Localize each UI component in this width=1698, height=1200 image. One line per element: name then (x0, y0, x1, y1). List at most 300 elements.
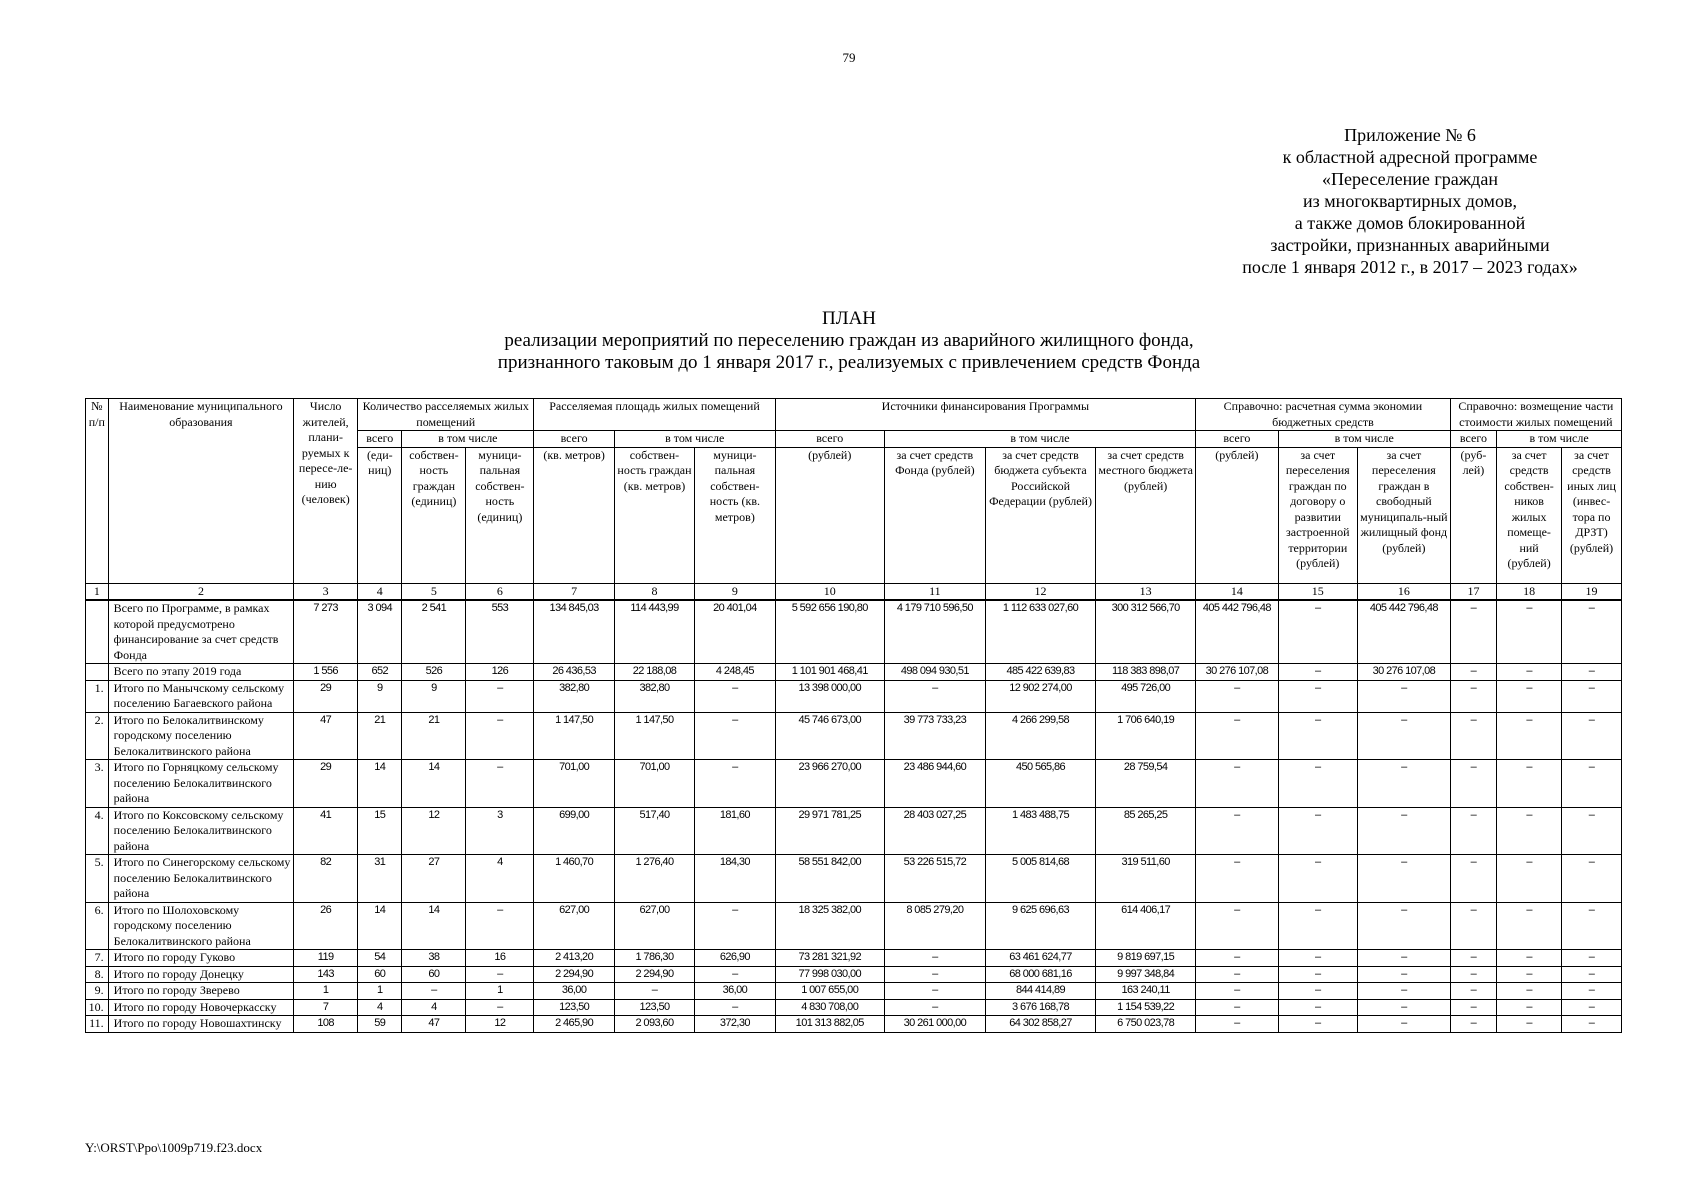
table-cell: – (1357, 807, 1450, 855)
table-cell: 9 (402, 680, 466, 712)
table-cell: 29 971 781,25 (775, 807, 884, 855)
appendix-line: а также домов блокированной (1294, 213, 1526, 233)
table-cell: 28 759,54 (1096, 760, 1196, 808)
table-cell: – (884, 680, 985, 712)
table-cell: 300 312 566,70 (1096, 600, 1196, 664)
header-fin-total: всего (775, 431, 884, 448)
table-cell: 36,00 (695, 983, 775, 1000)
table-cell: – (1196, 1016, 1278, 1033)
column-number: 12 (985, 583, 1095, 600)
table-cell: 5 592 656 190,80 (775, 600, 884, 664)
table-cell: – (1497, 983, 1562, 1000)
municipality-name: Итого по городу Новочеркасску (108, 999, 294, 1016)
table-cell: 41 (294, 807, 358, 855)
table-cell: 22 188,08 (614, 664, 694, 681)
table-row (86, 902, 1622, 950)
table-cell: 1 556 (294, 664, 358, 681)
column-number: 15 (1278, 583, 1357, 600)
table-cell: 4 (402, 999, 466, 1016)
table-cell: 1 007 655,00 (775, 983, 884, 1000)
table-cell: – (1196, 680, 1278, 712)
table-cell: 4 266 299,58 (985, 712, 1095, 760)
table-cell: – (884, 966, 985, 983)
municipality-name: Итого по Шолоховскому городскому поселению Белокалитвинского района (108, 902, 294, 950)
column-number: 8 (614, 583, 694, 600)
table-cell: – (695, 999, 775, 1016)
plan-title-line: реализации мероприятий по переселению граждан из аварийного жилищного фонда, (504, 330, 1194, 351)
table-cell: 627,00 (614, 902, 694, 950)
table-cell: 45 746 673,00 (775, 712, 884, 760)
table-cell: 14 (358, 760, 402, 808)
table-row (86, 712, 1622, 760)
table-cell: 21 (358, 712, 402, 760)
table-cell: 47 (294, 712, 358, 760)
table-cell: – (466, 966, 534, 983)
table-cell: 73 281 321,92 (775, 950, 884, 967)
table-cell: 29 (294, 760, 358, 808)
table-cell: – (1450, 712, 1496, 760)
header-fin-subject: за счет средств бюджета субъекта Российской Федерации (рублей) (985, 447, 1095, 583)
table-cell: – (1196, 902, 1278, 950)
municipality-name: Итого по Манычскому сельскому поселению Багаевского района (108, 680, 294, 712)
table-cell: – (1357, 760, 1450, 808)
table-cell: – (1357, 999, 1450, 1016)
table-cell: 9 625 696,63 (985, 902, 1095, 950)
table-cell: 119 (294, 950, 358, 967)
table-cell: 23 966 270,00 (775, 760, 884, 808)
table-cell: – (1278, 983, 1357, 1000)
table-cell: 54 (358, 950, 402, 967)
table-cell: – (1278, 902, 1357, 950)
table-cell: 4 248,45 (695, 664, 775, 681)
table-cell: 844 414,89 (985, 983, 1095, 1000)
header-rooms-total: всего (358, 431, 402, 448)
row-index: 2. (86, 712, 109, 760)
table-row (86, 807, 1622, 855)
table-cell: – (466, 902, 534, 950)
table-cell: – (1278, 855, 1357, 903)
header-fin-fund: за счет средств Фонда (рублей) (884, 447, 985, 583)
header-rooms-own: собствен-ность граждан (единиц) (402, 447, 466, 583)
municipality-name: Итого по Коксовскому сельскому поселению Белокалитвинского района (108, 807, 294, 855)
header-compensation: Справочно: возмещение части стоимости жилых помещений (1450, 399, 1621, 431)
row-index (86, 600, 109, 664)
municipality-name: Итого по городу Новошахтинску (108, 1016, 294, 1033)
table-cell: 12 (402, 807, 466, 855)
appendix-line: из многоквартирных домов, (1303, 191, 1517, 211)
table-cell: 495 726,00 (1096, 680, 1196, 712)
row-index: 10. (86, 999, 109, 1016)
table-cell: 9 819 697,15 (1096, 950, 1196, 967)
table-cell: – (1562, 680, 1622, 712)
table-cell: 1 786,30 (614, 950, 694, 967)
table-cell: – (1497, 950, 1562, 967)
table-cell: 1 483 488,75 (985, 807, 1095, 855)
table-cell: – (1278, 1016, 1357, 1033)
table-cell: 64 302 858,27 (985, 1016, 1095, 1033)
table-cell: – (402, 983, 466, 1000)
table-cell: – (1357, 902, 1450, 950)
table-cell: 2 294,90 (534, 966, 614, 983)
row-index: 8. (86, 966, 109, 983)
table-cell: – (1562, 966, 1622, 983)
table-cell: 526 (402, 664, 466, 681)
header-comp-units: (руб-лей) (1450, 447, 1496, 583)
table-cell: 15 (358, 807, 402, 855)
table-cell: 498 094 930,51 (884, 664, 985, 681)
table-cell: 6 750 023,78 (1096, 1016, 1196, 1033)
table-cell: – (1450, 950, 1496, 967)
row-index: 9. (86, 983, 109, 1000)
table-row (86, 680, 1622, 712)
table-cell: 614 406,17 (1096, 902, 1196, 950)
table-cell: – (1450, 600, 1496, 664)
table-cell: – (1562, 983, 1622, 1000)
table-cell: – (1278, 950, 1357, 967)
column-number: 18 (1497, 583, 1562, 600)
table-cell: – (695, 760, 775, 808)
column-number: 10 (775, 583, 884, 600)
table-cell: 163 240,11 (1096, 983, 1196, 1000)
table-row (86, 664, 1622, 681)
header-fin-units: (рублей) (775, 447, 884, 583)
table-cell: – (1196, 855, 1278, 903)
table-row (86, 1016, 1622, 1033)
table-cell: 134 845,03 (534, 600, 614, 664)
table-cell: 372,30 (695, 1016, 775, 1033)
table-cell: 7 273 (294, 600, 358, 664)
table-cell: 1 154 539,22 (1096, 999, 1196, 1016)
header-economy: Справочно: расчетная сумма экономии бюджетных средств (1196, 399, 1451, 431)
plan-table (85, 398, 1622, 1033)
row-index: 11. (86, 1016, 109, 1033)
municipality-name: Итого по городу Гуково (108, 950, 294, 967)
table-cell: 1 147,50 (614, 712, 694, 760)
table-cell: – (1450, 664, 1496, 681)
table-cell: 47 (402, 1016, 466, 1033)
table-cell: 4 (466, 855, 534, 903)
table-row (86, 999, 1622, 1016)
table-cell: – (1562, 855, 1622, 903)
table-cell: – (1450, 680, 1496, 712)
table-cell: – (1450, 855, 1496, 903)
municipality-name: Итого по Синегорскому сельскому поселению Белокалитвинского района (108, 855, 294, 903)
column-number: 16 (1357, 583, 1450, 600)
table-cell: 701,00 (534, 760, 614, 808)
table-cell: 4 179 710 596,50 (884, 600, 985, 664)
appendix-line: к областной адресной программе (1282, 147, 1538, 167)
table-cell: 382,80 (614, 680, 694, 712)
table-cell: 118 383 898,07 (1096, 664, 1196, 681)
table-cell: 3 676 168,78 (985, 999, 1095, 1016)
table-cell: 553 (466, 600, 534, 664)
table-cell: – (884, 983, 985, 1000)
table-cell: – (1278, 664, 1357, 681)
table-cell: – (1278, 807, 1357, 855)
header-area-total: всего (534, 431, 614, 448)
table-cell: – (1497, 664, 1562, 681)
table-cell: 58 551 842,00 (775, 855, 884, 903)
header-area-own: собствен-ность граждан (кв. метров) (614, 447, 694, 583)
header-rooms-units: (еди-ниц) (358, 447, 402, 583)
header-comp-incl: в том числе (1497, 431, 1622, 448)
table-cell: 82 (294, 855, 358, 903)
table-cell: – (1196, 983, 1278, 1000)
table-cell: 626,90 (695, 950, 775, 967)
appendix-header (1180, 124, 1640, 278)
row-index (86, 664, 109, 681)
table-cell: – (1562, 807, 1622, 855)
table-cell: – (1278, 680, 1357, 712)
table-row (86, 855, 1622, 903)
table-cell: – (1562, 999, 1622, 1016)
table-cell: 60 (402, 966, 466, 983)
table-cell: – (1450, 760, 1496, 808)
table-cell: – (1562, 1016, 1622, 1033)
column-number: 6 (466, 583, 534, 600)
table-cell: 184,30 (695, 855, 775, 903)
municipality-name: Всего по Программе, в рамках которой предусмотрено финансирование за счет средств Фонда (108, 600, 294, 664)
table-cell: 123,50 (614, 999, 694, 1016)
table-row (86, 760, 1622, 808)
table-cell: – (1562, 712, 1622, 760)
table-cell: 3 (466, 807, 534, 855)
table-cell: 108 (294, 1016, 358, 1033)
plan-title-line: ПЛАН (821, 308, 877, 329)
appendix-line: «Переселение граждан (1322, 169, 1498, 189)
table-cell: – (1562, 950, 1622, 967)
table-cell: 450 565,86 (985, 760, 1095, 808)
table-cell: – (1278, 966, 1357, 983)
column-number: 4 (358, 583, 402, 600)
table-cell: 12 902 274,00 (985, 680, 1095, 712)
file-path-footer: Y:\ORST\Ppo\1009p719.f23.docx (85, 1140, 263, 1155)
table-cell: – (1497, 999, 1562, 1016)
municipality-name: Итого по Горняцкому сельскому поселению Белокалитвинского района (108, 760, 294, 808)
table-cell: – (1497, 760, 1562, 808)
table-cell: – (1562, 760, 1622, 808)
table-cell: 4 830 708,00 (775, 999, 884, 1016)
table-cell: – (1450, 1016, 1496, 1033)
table-cell: 12 (466, 1016, 534, 1033)
table-cell: 181,60 (695, 807, 775, 855)
header-econ-free: за счет переселения граждан в свободный муниципаль-ный жилищный фонд (рублей) (1357, 447, 1450, 583)
table-cell: – (884, 950, 985, 967)
table-cell: 101 313 882,05 (775, 1016, 884, 1033)
column-number-row (86, 583, 1622, 600)
table-cell: 77 998 030,00 (775, 966, 884, 983)
table-cell: – (1450, 983, 1496, 1000)
table-cell: 26 (294, 902, 358, 950)
header-area-incl: в том числе (614, 431, 775, 448)
header-area-units: (кв. метров) (534, 447, 614, 583)
column-number: 11 (884, 583, 985, 600)
table-cell: – (1562, 902, 1622, 950)
table-cell: – (695, 966, 775, 983)
table-cell: – (1357, 983, 1450, 1000)
table-cell: 16 (466, 950, 534, 967)
table-cell: – (1497, 966, 1562, 983)
table-cell: – (1278, 760, 1357, 808)
table-cell: 382,80 (534, 680, 614, 712)
table-cell: 39 773 733,23 (884, 712, 985, 760)
table-cell: – (1450, 902, 1496, 950)
table-cell: – (1497, 807, 1562, 855)
header-residents: Число жителей, плани-руемых к пересе-ле-нию (человек) (294, 399, 358, 584)
column-number: 19 (1562, 583, 1622, 600)
column-number: 2 (108, 583, 294, 600)
table-cell: – (695, 712, 775, 760)
header-econ-incl: в том числе (1278, 431, 1450, 448)
table-cell: – (1357, 1016, 1450, 1033)
row-index: 4. (86, 807, 109, 855)
column-number: 1 (86, 583, 109, 600)
table-cell: 60 (358, 966, 402, 983)
table-cell: 21 (402, 712, 466, 760)
table-cell: – (1562, 664, 1622, 681)
table-cell: 27 (402, 855, 466, 903)
plan-table-wrapper (85, 398, 1622, 1033)
table-cell: 2 294,90 (614, 966, 694, 983)
table-cell: – (884, 999, 985, 1016)
table-cell: 85 265,25 (1096, 807, 1196, 855)
table-cell: – (1497, 680, 1562, 712)
table-row (86, 966, 1622, 983)
table-cell: 53 226 515,72 (884, 855, 985, 903)
table-cell: 1 276,40 (614, 855, 694, 903)
table-cell: – (1450, 807, 1496, 855)
header-area-mun: муници-пальная собствен-ность (кв. метров) (695, 447, 775, 583)
table-cell: 30 276 107,08 (1357, 664, 1450, 681)
table-body (86, 600, 1622, 1032)
table-cell: – (1196, 950, 1278, 967)
table-cell: – (1450, 999, 1496, 1016)
table-cell: – (1357, 712, 1450, 760)
header-rooms-mun: муници-пальная собствен-ность (единиц) (466, 447, 534, 583)
table-cell: 63 461 624,77 (985, 950, 1095, 967)
table-cell: – (466, 680, 534, 712)
table-cell: – (1357, 680, 1450, 712)
table-cell: – (1357, 966, 1450, 983)
table-cell: 699,00 (534, 807, 614, 855)
table-cell: 30 276 107,08 (1196, 664, 1278, 681)
table-cell: 5 005 814,68 (985, 855, 1095, 903)
appendix-line: Приложение № 6 (1344, 125, 1476, 145)
row-index: 1. (86, 680, 109, 712)
table-cell: 627,00 (534, 902, 614, 950)
page-number: 79 (842, 50, 856, 65)
table-cell: 29 (294, 680, 358, 712)
table-cell: 18 325 382,00 (775, 902, 884, 950)
table-row (86, 600, 1622, 664)
plan-title (0, 308, 1698, 374)
table-cell: – (1357, 950, 1450, 967)
table-cell: 3 094 (358, 600, 402, 664)
table-cell: 319 511,60 (1096, 855, 1196, 903)
table-cell: – (1278, 600, 1357, 664)
table-cell: – (1278, 712, 1357, 760)
table-cell: – (1357, 855, 1450, 903)
header-comp-other: за счет средств иных лиц (инвес-тора по ДРЗТ) (рублей) (1562, 447, 1622, 583)
table-cell: 114 443,99 (614, 600, 694, 664)
table-cell: – (466, 712, 534, 760)
table-cell: – (1196, 807, 1278, 855)
header-fin-incl: в том числе (884, 431, 1195, 448)
table-cell: 1 460,70 (534, 855, 614, 903)
table-cell: – (1196, 760, 1278, 808)
table-cell: – (1278, 999, 1357, 1016)
appendix-line: после 1 января 2012 г., в 2017 – 2023 годах» (1242, 257, 1578, 277)
table-cell: 517,40 (614, 807, 694, 855)
header-econ-units: (рублей) (1196, 447, 1278, 583)
table-cell: 1 (358, 983, 402, 1000)
table-cell: 8 085 279,20 (884, 902, 985, 950)
header-comp-owners: за счет средств собствен-ников жилых помеще-ний (рублей) (1497, 447, 1562, 583)
table-cell: 2 541 (402, 600, 466, 664)
table-cell: 31 (358, 855, 402, 903)
row-index: 7. (86, 950, 109, 967)
column-number: 3 (294, 583, 358, 600)
column-number: 7 (534, 583, 614, 600)
row-index: 5. (86, 855, 109, 903)
table-cell: 14 (358, 902, 402, 950)
table-cell: 2 465,90 (534, 1016, 614, 1033)
table-cell: 20 401,04 (695, 600, 775, 664)
header-rooms: Количество расселяемых жилых помещений (358, 399, 534, 431)
column-number: 14 (1196, 583, 1278, 600)
table-cell: 405 442 796,48 (1196, 600, 1278, 664)
header-comp-total: всего (1450, 431, 1496, 448)
table-cell: – (466, 760, 534, 808)
table-cell: – (1497, 855, 1562, 903)
table-cell: 9 997 348,84 (1096, 966, 1196, 983)
table-cell: 485 422 639,83 (985, 664, 1095, 681)
table-cell: 1 147,50 (534, 712, 614, 760)
table-cell: – (695, 680, 775, 712)
table-cell: – (1196, 999, 1278, 1016)
table-cell: 701,00 (614, 760, 694, 808)
header-area: Расселяемая площадь жилых помещений (534, 399, 775, 431)
table-cell: 1 101 901 468,41 (775, 664, 884, 681)
row-index: 3. (86, 760, 109, 808)
table-cell: 1 112 633 027,60 (985, 600, 1095, 664)
table-cell: 30 261 000,00 (884, 1016, 985, 1033)
header-name: Наименование муниципального образования (108, 399, 294, 584)
table-cell: 36,00 (534, 983, 614, 1000)
table-cell: 652 (358, 664, 402, 681)
table-cell: – (614, 983, 694, 1000)
table-cell: 13 398 000,00 (775, 680, 884, 712)
column-number: 13 (1096, 583, 1196, 600)
table-cell: 9 (358, 680, 402, 712)
header-fin-local: за счет средств местного бюджета (рублей) (1096, 447, 1196, 583)
table-cell: 38 (402, 950, 466, 967)
table-cell: – (1196, 966, 1278, 983)
table-row (86, 983, 1622, 1000)
table-cell: 1 (294, 983, 358, 1000)
plan-title-line: признанного таковым до 1 января 2017 г., реализуемых с привлечением средств Фонда (497, 352, 1201, 373)
table-cell: – (1562, 600, 1622, 664)
table-cell: 2 413,20 (534, 950, 614, 967)
column-number: 5 (402, 583, 466, 600)
table-cell: 7 (294, 999, 358, 1016)
table-cell: 143 (294, 966, 358, 983)
municipality-name: Всего по этапу 2019 года (108, 664, 294, 681)
table-cell: 14 (402, 902, 466, 950)
table-cell: – (1497, 600, 1562, 664)
column-number: 9 (695, 583, 775, 600)
table-row (86, 950, 1622, 967)
